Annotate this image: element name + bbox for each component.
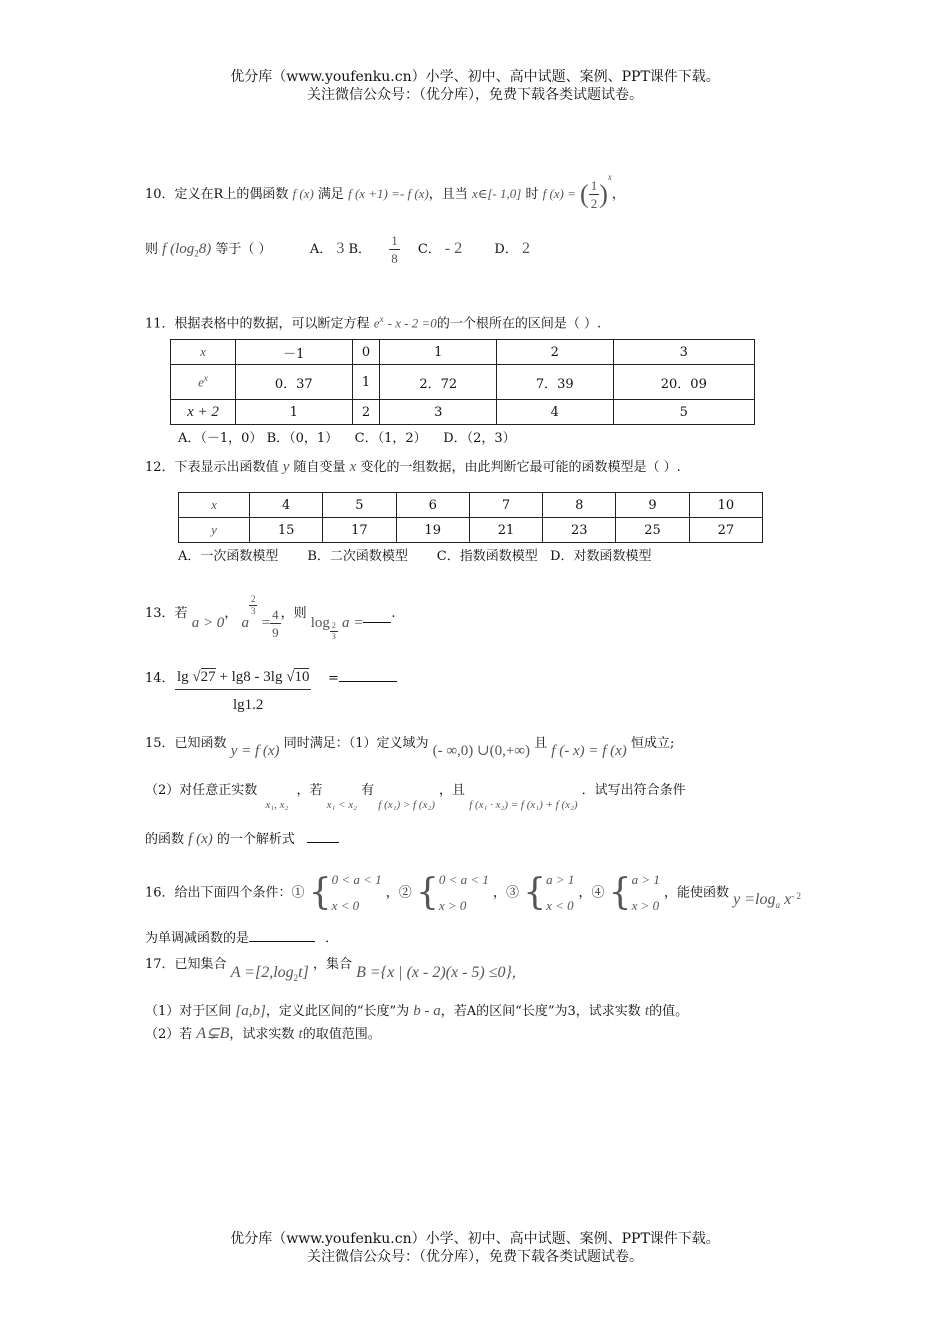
q17-interval: [a,b] [235,1003,266,1019]
q10-exponent: x [607,172,612,182]
table-cell: 2 [497,340,614,365]
q13-end: . [391,606,396,621]
q12-stem-a: 12．下表显示出函数值 [145,460,279,475]
q15-vars: x₁, x₂ [265,799,289,811]
q10-equals: 等于（ ） [215,242,272,257]
answer-blank[interactable] [339,681,397,682]
question-16-line-1 [145,862,801,923]
q16-condition-3: { a > 1 x < 0 [523,871,575,913]
q17-set-a-end: t] [298,964,309,981]
table-cell: 21 [469,518,542,543]
q12-stem-c: 变化的一组数据，由此判断它最可能的函数模型是（ ）. [360,460,681,475]
q13-log: log [310,615,330,631]
q11-eq-rest: - x - 2 =0 [387,315,437,331]
q13-eq: = [261,615,271,631]
q13-comma: ， [224,606,238,621]
q10-fx: f (x) [292,186,314,201]
q15-p2d: ．试写出符合条件 [581,783,686,798]
q17-set-a-sub: 2 [293,972,299,983]
q16-sep-4: ，④ [578,885,605,901]
q13-rest: a = [342,615,364,631]
q10-option-b-value: $\frac{1}{8}$ [391,233,398,266]
q17-set-b: B ={x | (x - 2)(x - 5) ≤0}, [356,964,516,981]
q17-length: b - a [413,1003,441,1019]
table-row [179,493,763,518]
q10-and-when: ，且当 [428,187,468,202]
q17-relation: A⊊B [196,1025,230,1042]
table-cell: 0．37 [236,365,353,400]
table-row [171,400,755,425]
q17-t2: t [298,1026,303,1042]
q17-stem-b: ，集合 [312,957,352,972]
q13-then: ，则 [280,606,307,621]
q10-comma: ， [611,187,625,202]
table-cell: 5 [613,400,754,425]
q14-fraction [175,668,311,714]
q16-fn-y: y =log [733,891,776,909]
question-15-line-3 [145,830,339,849]
table-row [171,365,755,400]
table-cell: x + 2 [171,400,236,425]
table-cell: 7．39 [497,365,614,400]
q10-option-d-label: D． [494,242,518,257]
question-16-line-2: 为单调减函数的是 ． [145,931,339,946]
q10-option-a-value: 3 [336,240,345,257]
table-cell: 3 [380,400,497,425]
q15-domain: (- ∞,0) ∪(0,+∞) [432,743,530,759]
question-17-part-2: （2）若 A⊊B，试求实数 t的取值范围。 [145,1025,381,1042]
table-cell: 10 [689,493,762,518]
q17-t1: t [644,1003,650,1019]
q15-fn: y = f (x) [230,743,280,759]
footer-line-1: 优分库（www.youfenku.cn）小学、初中、高中试题、案例、PPT课件下载。 [230,1231,720,1247]
table-cell: 1 [236,400,353,425]
q10-ask-end: 8) [198,241,212,257]
q13-a: a [241,615,249,631]
q10-option-b-label: B． [348,242,372,257]
table-cell: 27 [689,518,762,543]
q10-condition: x∈[- 1,0] [471,186,522,201]
table-cell: 7 [469,493,542,518]
table-row [179,518,763,543]
table-cell: 4 [250,493,323,518]
question-17-stem [145,955,516,983]
q12-x: x [349,459,357,475]
q16-condition-4: { a > 1 x > 0 [608,871,660,913]
q12-y: y [282,459,290,475]
q12-options: A．一次函数模型 B．二次函数模型 C．指数函数模型 D．对数函数模型 [178,549,652,564]
q10-option-d-value: 2 [521,240,530,257]
q16-sep-3: ，③ [493,885,520,901]
table-cell: 5 [323,493,396,518]
q15-p3a: 的函数 [145,832,185,847]
q16-tail: ，能使函数 [664,885,730,901]
answer-blank[interactable] [249,941,315,942]
q13-fraction: $\frac{4}{9}$ [272,607,279,640]
q11-eq-e: e [373,315,380,331]
q11-stem-b: 的一个根所在的区间是（ ）. [436,316,602,332]
table-cell: 3 [613,340,754,365]
table-cell: 2 [352,400,380,425]
header-line-1: 优分库（www.youfenku.cn）小学、初中、高中试题、案例、PPT课件下载。 [230,69,720,85]
question-10-line-1 [145,168,625,212]
q15-p2a: （2）对任意正实数 [145,783,258,798]
q16-condition-2: { 0 < a < 1 x > 0 [415,871,489,913]
table-cell: y [179,518,250,543]
answer-blank[interactable] [307,842,339,843]
q16-fn-exp: - 2 [791,891,801,901]
q13-log-base: $\frac{2}{3}$ [331,621,336,641]
q10-fx-2: f (x) = [542,186,576,201]
table-cell: 1 [352,365,380,400]
q16-fn-x: x [784,891,792,909]
q15-eq-2: f (x₁ · x₂) = f (x₁) + f (x₂) [469,799,578,811]
q16-fn-sub: a [775,899,780,910]
footer-line-2: 关注微信公众号：（优分库），免费下载各类试题试卷。 [307,1249,643,1265]
q15-p2c: ，且 [439,783,466,798]
q14-answer: = [328,670,397,688]
table-cell: 23 [543,518,616,543]
table-cell: 15 [250,518,323,543]
q10-ask: f (log [162,241,195,257]
q12-table [178,492,763,543]
q15-stem-b: 同时满足：（1）定义域为 [283,736,429,751]
q10-ask-sub: 2 [194,248,199,259]
q15-fx: f (x) [188,831,213,847]
q13-cond: a > 0 [191,615,225,631]
q15-eq: f (- x) = f (x) [551,743,627,759]
question-12-stem [145,458,681,477]
q10-shi: 时 [525,187,539,202]
header-line-2: 关注微信公众号：（优分库），免费下载各类试题试卷。 [307,87,643,103]
q12-stem-b: 随自变量 [293,460,346,475]
q10-half-fraction: $\frac{1}{2}$ [590,178,598,211]
q14-numerator: lg √27 + lg8 - 3lg √10 [175,668,311,690]
question-10-line-2 [145,232,530,267]
left-paren: ( [580,179,589,209]
q17-stem-a: 17．已知集合 [145,957,227,972]
table-cell: 19 [396,518,469,543]
q15-p2b: ，若 [296,783,323,798]
table-cell: x [179,493,250,518]
q15-ineq-2: f (x₁) > f (x₂) [378,799,435,811]
q10-option-c-value: - 2 [444,240,463,257]
table-cell: 0 [352,340,380,365]
table-cell: 9 [616,493,689,518]
table-cell: 17 [323,518,396,543]
table-cell: 20．09 [613,365,754,400]
q15-and: 且 [534,736,548,751]
q13-number: 13．若 [145,606,188,621]
q15-have: 有 [361,783,375,798]
q16-stem: 16．给出下面四个条件：① [145,885,305,901]
q15-hold: 恒成立; [630,736,675,751]
q11-table [170,339,755,425]
q15-p3b: 的一个解析式 [216,832,295,847]
q16-condition-1: { 0 < a < 1 x < 0 [308,871,382,913]
table-cell: x [171,340,236,365]
q14-denominator: lg1.2 [233,697,264,713]
q15-stem-a: 15．已知函数 [145,736,227,751]
q14-number: 14． [145,671,175,686]
table-cell: 25 [616,518,689,543]
table-cell: 2．72 [380,365,497,400]
question-11-stem [145,310,601,333]
q17-set-a: A =[2,log [230,964,294,981]
q10-satisfy: 满足 [317,187,344,202]
table-row [171,340,755,365]
q10-equation: f (x +1) =- f (x) [348,186,429,201]
table-cell: $e^x$ [171,365,236,400]
question-17-part-1: （1）对于区间 [a,b]，定义此区间的“长度”为 b - a，若A的区间“长度”为3，试求实数 t的值。 [145,1003,689,1019]
q15-ineq: x₁ < x₂ [326,799,357,811]
right-paren: ) [599,179,608,209]
q10-option-a-label: A． [309,242,333,257]
table-cell: 6 [396,493,469,518]
question-13 [145,594,396,641]
q10-number: 10．定义在R上的偶函数 [145,187,289,202]
q11-stem-a: 11．根据表格中的数据，可以断定方程 [145,316,370,332]
q11-eq-x: x [379,314,384,324]
table-cell: 4 [497,400,614,425]
q10-then: 则 [145,242,159,257]
table-cell: －1 [236,340,353,365]
q10-option-c-label: C． [417,242,441,257]
answer-blank[interactable] [363,622,391,623]
q16-sep-2: ，② [385,885,412,901]
question-15-line-1 [145,734,675,759]
table-cell: 1 [380,340,497,365]
q13-exponent: $\frac{2}{3}$ [250,594,256,616]
table-cell: 8 [543,493,616,518]
q11-options: A．（－1，0） B．（0，1） C．（1，2） D．（2，3） [178,431,516,446]
